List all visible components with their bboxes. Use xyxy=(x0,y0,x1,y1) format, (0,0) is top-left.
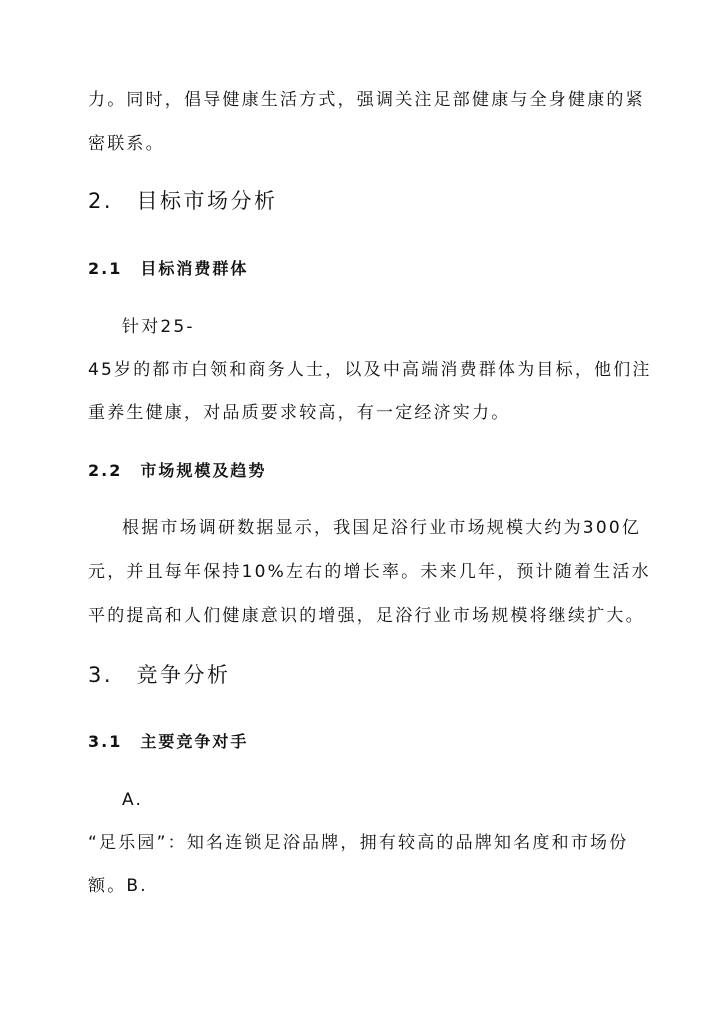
section-3-1-heading: 3.1 主要竞争对手 xyxy=(88,732,249,751)
market-size-line-1: 根据市场调研数据显示，我国足浴行业市场规模大约为300亿 xyxy=(122,518,642,538)
competitor-a-label: A. xyxy=(122,790,144,810)
target-group-line-3: 重养生健康，对品质要求较高，有一定经济实力。 xyxy=(88,403,511,423)
intro-line-1: 力。同时，倡导健康生活方式，强调关注足部健康与全身健康的紧 xyxy=(88,90,645,110)
market-size-line-3: 平的提高和人们健康意识的增强，足浴行业市场规模将继续扩大。 xyxy=(88,606,645,626)
section-3-heading: 3. 竞争分析 xyxy=(88,663,231,687)
competitor-a-line-1: “足乐园”：知名连锁足浴品牌，拥有较高的品牌知名度和市场份 xyxy=(88,833,629,853)
section-2-2-heading: 2.2 市场规模及趋势 xyxy=(88,461,267,480)
section-2-1-heading: 2.1 目标消费群体 xyxy=(88,259,249,278)
competitor-a-line-2: 额。B. xyxy=(88,876,148,896)
market-size-line-2: 元，并且每年保持10%左右的增长率。未来几年，预计随着生活水 xyxy=(88,562,651,582)
intro-line-2: 密联系。 xyxy=(88,134,165,154)
target-group-line-1: 针对25- xyxy=(122,317,195,337)
target-group-line-2: 45岁的都市白领和商务人士，以及中高端消费群体为目标，他们注 xyxy=(88,360,652,380)
section-2-heading: 2. 目标市场分析 xyxy=(88,189,278,213)
